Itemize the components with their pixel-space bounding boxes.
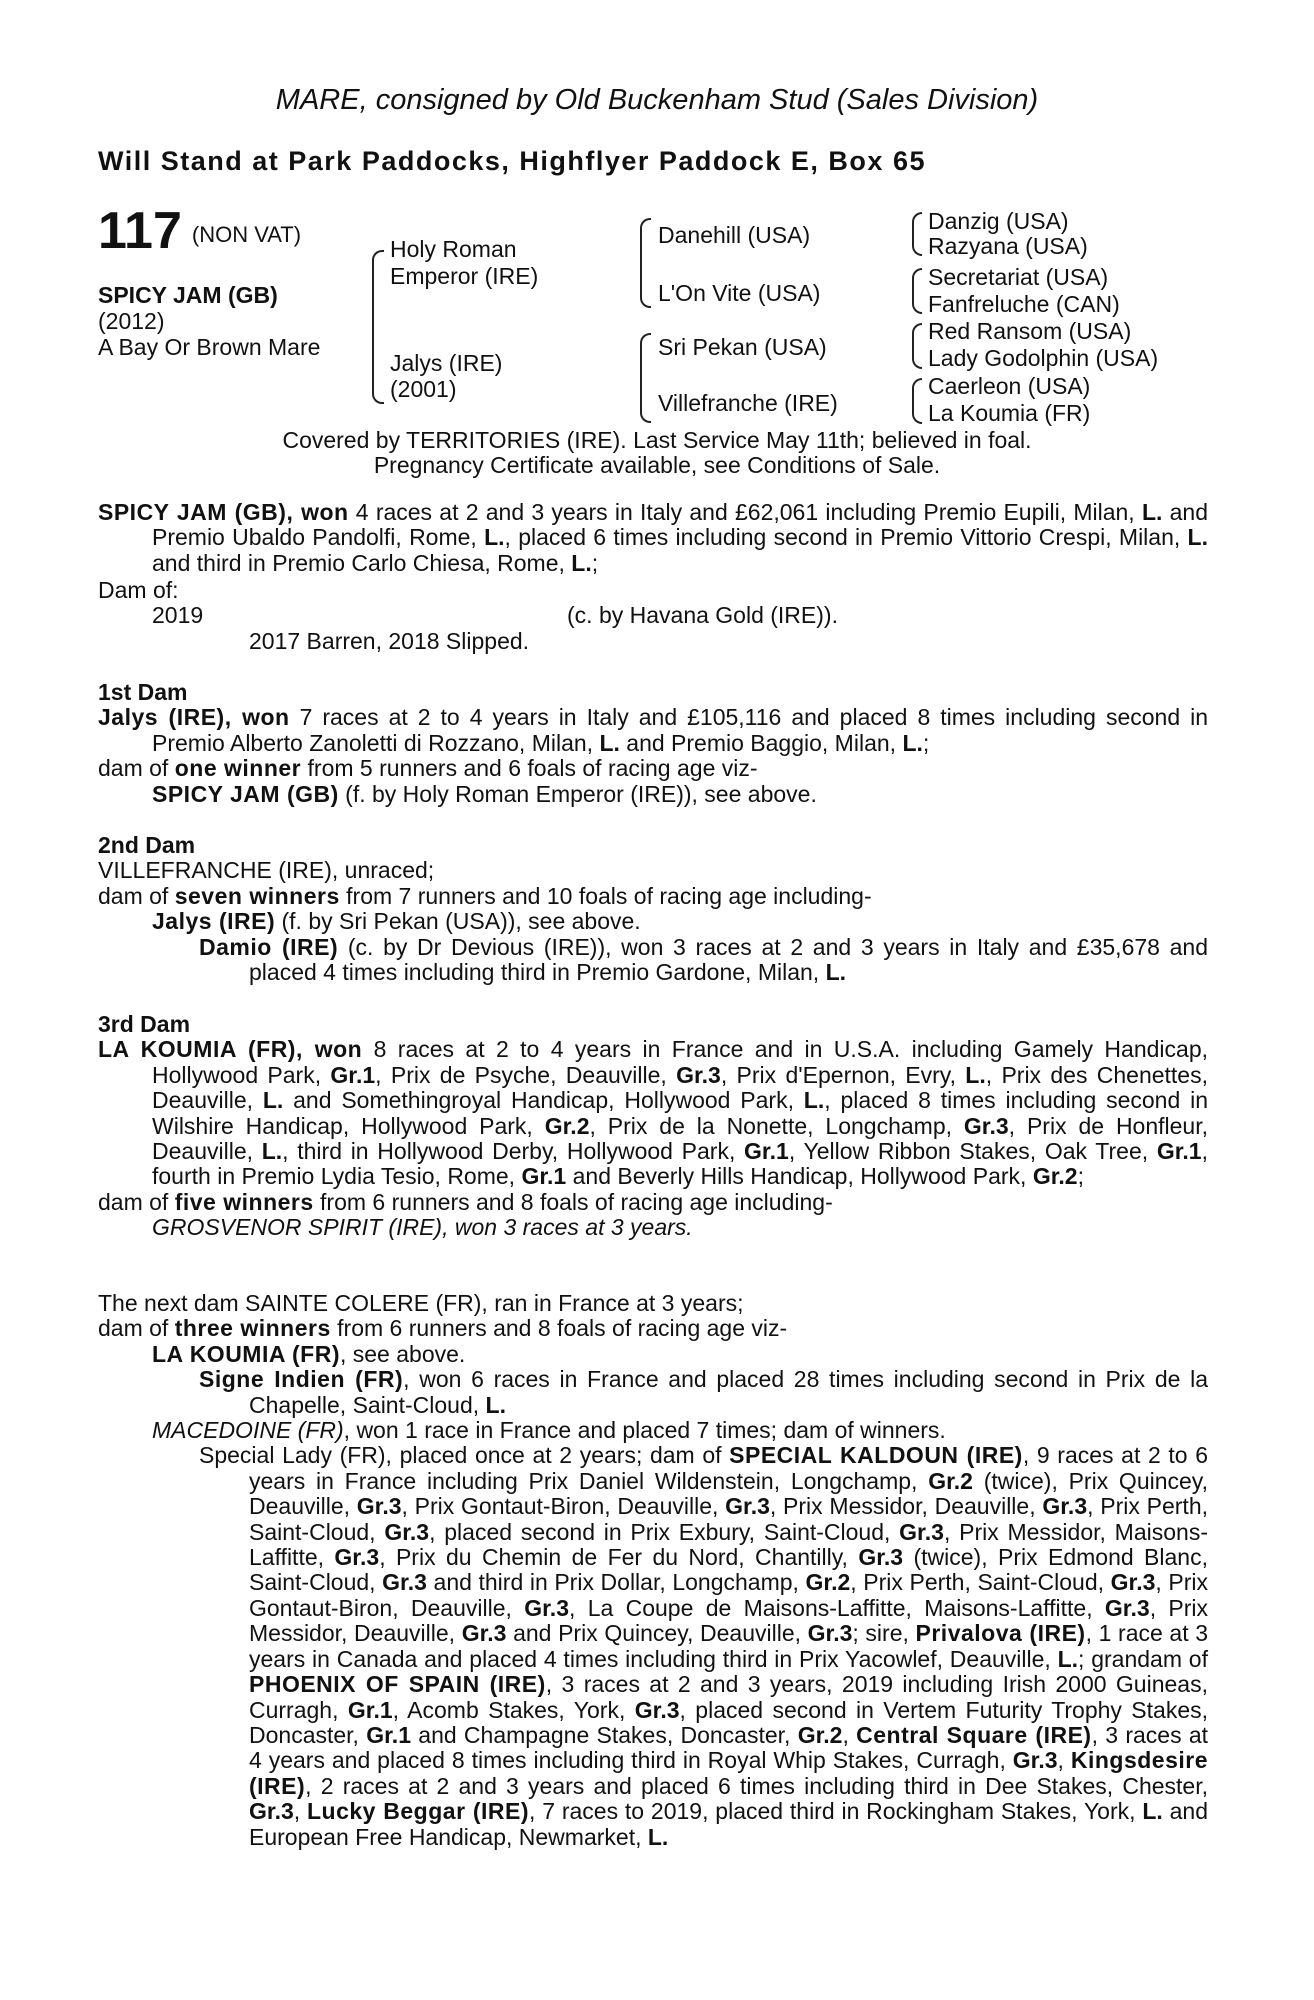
- horse-record: SPICY JAM (GB), won 4 races at 2 and 3 years in Italy and £62,061 including Premio Eupili, Milan, L. and Premio Ubaldo Pandolfi, Rome, L., placed 6 times including second in Premio Vittorio Crespi, Milan, L. and third in Premio Carlo Chiesa, Rome, L.;: [98, 499, 1208, 576]
- pedigree-sss: Danzig (USA): [928, 208, 1069, 234]
- third-dam-section: 3rd Dam LA KOUMIA (FR), won 8 races at 2 to 4 years in France and in U.S.A. including Gamely Handicap, Hollywood Park, Gr.1, Prix de Psyche, Deauville, Gr.3, Prix d'Epernon, Evry, L., Prix des Chenettes, Deauville, L. and Somethingroyal Handicap, Hollywood Park, L., placed 8 times including second in Wilshire Handicap, Hollywood Park, Gr.2, Prix de la Nonette, Longchamp, Gr.3, Prix de Honfleur, Deauville, L., third in Hollywood Derby, Hollywood Park, Gr.1, Yellow Ribbon Stakes, Oak Tree, Gr.1, fourth in Premio Lydia Tesio, Rome, Gr.1 and Beverly Hills Handicap, Hollywood Park, Gr.2; dam of five winners from 6 runners and 8 foals of racing age including- GROSVENOR SPIRIT (IRE), won 3 races at 3 years.: [98, 1011, 1208, 1241]
- produce-year: 2019: [152, 602, 204, 628]
- pedigree-ssd: Razyana (USA): [928, 233, 1088, 259]
- next-dam-section: The next dam SAINTE COLERE (FR), ran in France at 3 years; dam of three winners from 6 runners and 8 foals of racing age viz- LA KOUMIA (FR), see above. Signe Indien (FR), won 6 races in France and placed 28 times including second in Prix de la Chapelle, Saint-Cloud, L. MACEDOINE (FR), won 1 race in France and placed 7 times; dam of winners. Special Lady (FR), placed once at 2 years; dam of SPECIAL KALDOUN (IRE), 9 races at 2 to 6 years in France including Prix Daniel Wildenstein, Longchamp, Gr.2 (twice), Prix Quincey, Deauville, Gr.3, Prix Gontaut-Biron, Deauville, Gr.3, Prix Messidor, Deauville, Gr.3, Prix Perth, Saint-Cloud, Gr.3, placed second in Prix Exbury, Saint-Cloud, Gr.3, Prix Messidor, Maisons-Laffitte, Gr.3, Prix du Chemin de Fer du Nord, Chantilly, Gr.3 (twice), Prix Edmond Blanc, Saint-Cloud, Gr.3 and third in Prix Dollar, Longchamp, Gr.2, Prix Perth, Saint-Cloud, Gr.3, Prix Gontaut-Biron, Deauville, Gr.3, La Coupe de Maisons-Laffitte, Maisons-Laffitte, Gr.3, Prix Messidor, Deauville, Gr.3 and Prix Quincey, Deauville, Gr.3; sire, Privalova (IRE), 1 race at 3 years in Canada and placed 4 times including third in Prix Yacowlef, Deauville, L.; grandam of PHOENIX OF SPAIN (IRE), 3 races at 2 and 3 years, 2019 including Irish 2000 Guineas, Curragh, Gr.1, Acomb Stakes, York, Gr.3, placed second in Vertem Futurity Trophy Stakes, Doncaster, Gr.1 and Champagne Stakes, Doncaster, Gr.2, Central Square (IRE), 3 races at 4 years and placed 8 times including third in Royal Whip Stakes, Curragh, Gr.3, Kingsdesire (IRE), 2 races at 2 and 3 years and placed 6 times including third in Dee Stakes, Chester, Gr.3, Lucky Beggar (IRE), 7 races to 2019, placed third in Rockingham Stakes, York, L. and European Free Handicap, Newmarket, L.: [98, 1290, 1209, 1850]
- foaling-year: (2012): [98, 308, 165, 334]
- dam-of-label: Dam of:: [98, 577, 179, 603]
- pedigree-ddd: La Koumia (FR): [928, 400, 1091, 426]
- pedigree-brace-2a: [640, 218, 651, 308]
- consignor-title: MARE, consigned by Old Buckenham Stud (Sales Division): [275, 84, 1039, 116]
- pedigree-sire: Holy Roman: [390, 236, 517, 262]
- pedigree-dds: Caerleon (USA): [928, 373, 1091, 399]
- pedigree-ds: Sri Pekan (USA): [658, 334, 827, 360]
- pedigree-dss: Red Ransom (USA): [928, 318, 1132, 344]
- pedigree-brace-3b: [912, 268, 922, 314]
- produce-barren: 2017 Barren, 2018 Slipped.: [249, 628, 530, 654]
- pedigree-brace-3d: [912, 378, 922, 424]
- stable-location: Will Stand at Park Paddocks, Highflyer Paddock E, Box 65: [98, 146, 926, 176]
- first-dam-heading: 1st Dam: [98, 679, 188, 705]
- pedigree-brace-1: [372, 250, 384, 404]
- pedigree-dam: Jalys (IRE): [390, 350, 503, 376]
- pedigree-dam-year: (2001): [390, 376, 457, 402]
- pedigree-sire-line2: Emperor (IRE): [390, 263, 539, 289]
- pedigree-brace-3a: [912, 212, 922, 256]
- vat-status: (NON VAT): [191, 222, 302, 247]
- pedigree-sd: L'On Vite (USA): [658, 280, 821, 306]
- lot-number: 117: [98, 202, 182, 260]
- second-dam-heading: 2nd Dam: [98, 832, 196, 858]
- second-dam-section: 2nd Dam VILLEFRANCHE (IRE), unraced; dam of seven winners from 7 runners and 10 foals of racing age including- Jalys (IRE) (f. by Sri Pekan (USA)), see above. Damio (IRE) (c. by Dr Devious (IRE)), won 3 races at 2 and 3 years in Italy and £35,678 and placed 4 times including third in Premio Gardone, Milan, L.: [98, 832, 1208, 986]
- pedigree-brace-2b: [640, 333, 651, 423]
- pedigree-ss: Danehill (USA): [658, 222, 811, 248]
- produce-foal: (c. by Havana Gold (IRE)).: [567, 602, 838, 628]
- lot-block: [98, 202, 302, 260]
- pedigree-dsd: Lady Godolphin (USA): [928, 345, 1159, 371]
- third-dam-heading: 3rd Dam: [98, 1011, 191, 1037]
- covered-line: Covered by TERRITORIES (IRE). Last Service May 11th; believed in foal.: [282, 427, 1032, 453]
- pedigree-brace-3c: [912, 323, 922, 369]
- first-dam-section: 1st Dam Jalys (IRE), won 7 races at 2 to 4 years in Italy and £105,116 and placed 8 times including second in Premio Alberto Zanoletti di Rozzano, Milan, L. and Premio Baggio, Milan, L.; dam of one winner from 5 runners and 6 foals of racing age viz- SPICY JAM (GB) (f. by Holy Roman Emperor (IRE)), see above.: [98, 679, 1208, 807]
- pedigree-sds: Secretariat (USA): [928, 264, 1109, 290]
- pregnancy-line: Pregnancy Certificate available, see Conditions of Sale.: [373, 452, 941, 478]
- horse-description: A Bay Or Brown Mare: [98, 334, 321, 360]
- horse-name: SPICY JAM (GB): [98, 282, 278, 308]
- pedigree-dd: Villefranche (IRE): [658, 390, 838, 416]
- pedigree-sdd: Fanfreluche (CAN): [928, 291, 1120, 317]
